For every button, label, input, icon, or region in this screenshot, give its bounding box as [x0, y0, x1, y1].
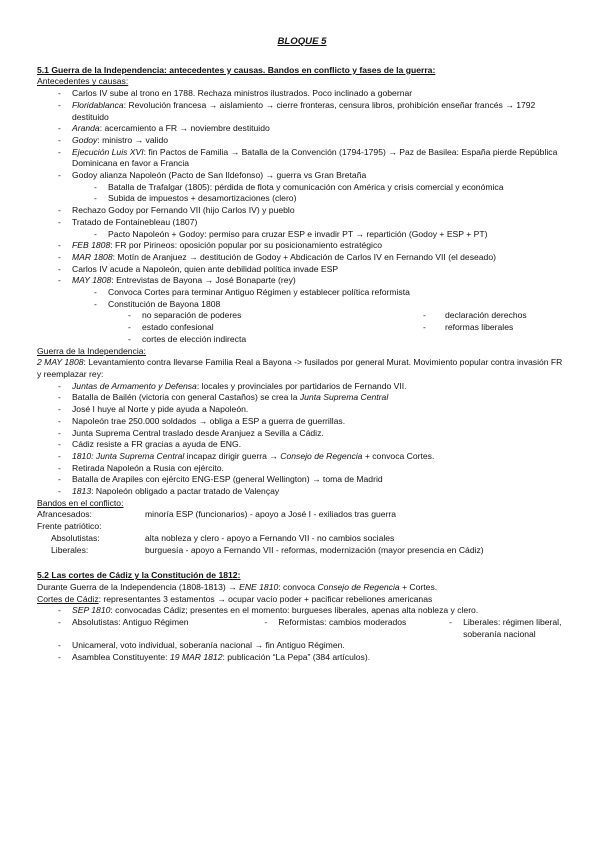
list-item: - Junta Suprema Central traslado desde Aranjuez a Sevilla a Cádiz. — [58, 427, 324, 438]
faction-absolutistas: Absolutistas: Antiguo Régimen — [72, 617, 189, 628]
list-item: - Constitución de Bayona 1808 — [94, 298, 221, 309]
subheading-antecedentes: Antecedentes y causas: — [37, 76, 129, 87]
list-item: - MAY 1808: Entrevistas de Bayona → José Bonaparte (rey) — [58, 275, 296, 286]
list-item: - estado confesional — [128, 322, 214, 333]
list-item: - Retirada Napoleón a Rusia con ejército. — [58, 462, 224, 473]
list-item: - Carlos IV sube al trono en 1788. Rechaza ministros ilustrados. Poco inclinado a gobernar — [58, 88, 413, 99]
list-item: - Napoleón trae 250.000 soldados → obliga a ESP a guerra de guerrillas. — [58, 415, 346, 426]
list-item: - José I huye al Norte y pide ayuda a Napoleón. — [58, 404, 249, 415]
bando-row: Absolutistas: alta nobleza y clero - apoyo a Fernando VII - no cambios sociales — [51, 532, 395, 543]
list-item: - Floridablanca: Revolución francesa → aislamiento → cierre fronteras, censura libros, prohibición enseñar francés → 1792 destituido — [58, 99, 536, 122]
faction-reformistas: Reformistas: cambios moderados — [278, 617, 407, 628]
list-item: - Carlos IV acude a Napoleón, quien ante debilidad política invade ESP — [58, 263, 339, 274]
page-title: BLOQUE 5 — [277, 36, 327, 47]
document-page — [37, 36, 567, 664]
list-item: - Batalla de Bailén (victoria con general Castaños) se crea la Junta Suprema Central — [58, 392, 389, 403]
list-item: - Godoy alianza Napoleón (Pacto de San Ildefonso) → guerra vs Gran Bretaña — [58, 170, 367, 181]
faction-liberales: Liberales: régimen liberal, soberanía nacional — [463, 617, 562, 639]
cortes-factions: - Absolutistas: Antiguo Régimen - Reformistas: cambios moderados - Liberales: régimen liberal, soberanía nacional — [37, 617, 567, 640]
list-item: - Batalla de Trafalgar (1805): pérdida de flota y comunicación con América y crisis comercial y económica — [94, 181, 504, 192]
section-heading-5-1: 5.1 Guerra de la Independencia: antecedentes y causas. Bandos en conflicto y fases de la guerra: — [37, 64, 436, 75]
list-item: - MAR 1808: Motín de Aranjuez → destitución de Godoy + Abdicación de Carlos IV en Fernando VII (el deseado) — [58, 251, 496, 262]
list-item: - Aranda: acercamiento a FR → noviembre destituido — [58, 123, 270, 134]
paragraph: Cortes de Cádiz: representantes 3 estamentos → ocupar vacío poder + pacificar rebeliones americanas — [37, 593, 433, 604]
bayona-columns — [37, 310, 567, 345]
list-item: - declaración derechos — [423, 310, 527, 321]
list-item: - Batalla de Arapiles con ejército ENG-ESP (general Wellington) → toma de Madrid — [58, 474, 383, 485]
list-item: - 1810: Junta Suprema Central incapaz dirigir guerra → Consejo de Regencia + convoca Cortes. — [58, 450, 435, 461]
paragraph: 2 MAY 1808: Levantamiento contra llevarse Familia Real a Bayona -> fusilados por general Murat. Movimiento popular contra invasión FR y reemplazar rey: — [37, 357, 563, 379]
list-item: - Ejecución Luis XVI: fin Pactos de Familia → Batalla de la Convención (1794-1795) → Paz de Basilea: España pierde República Dominicana en favor a Francia — [58, 146, 558, 169]
list-item: - Subida de impuestos + desamortizaciones (clero) — [94, 193, 297, 204]
list-item: - Tratado de Fontainebleau (1807) — [58, 216, 198, 227]
list-item: - Unicameral, voto individual, soberanía nacional → fin Antiguo Régimen. — [58, 640, 345, 651]
bando-row: Liberales: burguesía - apoyo a Fernando VII - reformas, modernización (mayor presencia en Cádiz) — [51, 544, 484, 555]
list-item: - cortes de elección indirecta — [128, 333, 247, 344]
list-item: - 1813: Napoleón obligado a pactar tratado de Valençay — [58, 486, 280, 497]
list-item: - Pacto Napoleón + Godoy: permiso para cruzar ESP e invadir PT → repartición (Godoy + ESP + PT) — [94, 228, 488, 239]
paragraph: Durante Guerra de la Independencia (1808-1813) → ENE 1810: convoca Consejo de Regencia + Cortes. — [37, 581, 438, 592]
list-item: - no separación de poderes — [128, 310, 242, 321]
list-item: - Cádiz resiste a FR gracias a ayuda de ENG. — [58, 439, 242, 450]
bando-label: Frente patriótico: — [37, 521, 102, 532]
list-item: - reformas liberales — [423, 322, 514, 333]
list-item: - Godoy: ministro → valido — [58, 134, 169, 145]
subheading-bandos: Bandos en el conflicto: — [37, 497, 124, 508]
list-item: - Rechazo Godoy por Fernando VII (hijo Carlos IV) y pueblo — [58, 205, 295, 216]
subheading-guerra: Guerra de la Independencia: — [37, 345, 146, 356]
bando-row: Afrancesados: minoría ESP (funcionarios) - apoyo a José I - exiliados tras guerra — [37, 509, 397, 520]
list-item: - Juntas de Armamento y Defensa: locales y provinciales por partidarios de Fernando VII. — [58, 380, 407, 391]
list-item: - Convoca Cortes para terminar Antiguo Régimen y establecer política reformista — [94, 287, 410, 298]
list-item: - FEB 1808: FR por Pirineos: oposición popular por su posicionamiento estratégico — [58, 240, 383, 251]
section-heading-5-2: 5.2 Las cortes de Cádiz y la Constitución de 1812: — [37, 570, 241, 581]
list-item: - SEP 1810: convocadas Cádiz; presentes en el momento: burgueses liberales, apenas alta nobleza y clero. — [58, 605, 479, 616]
list-item: - Asamblea Constituyente: 19 MAR 1812: publicación “La Pepa” (384 artículos). — [58, 652, 371, 663]
